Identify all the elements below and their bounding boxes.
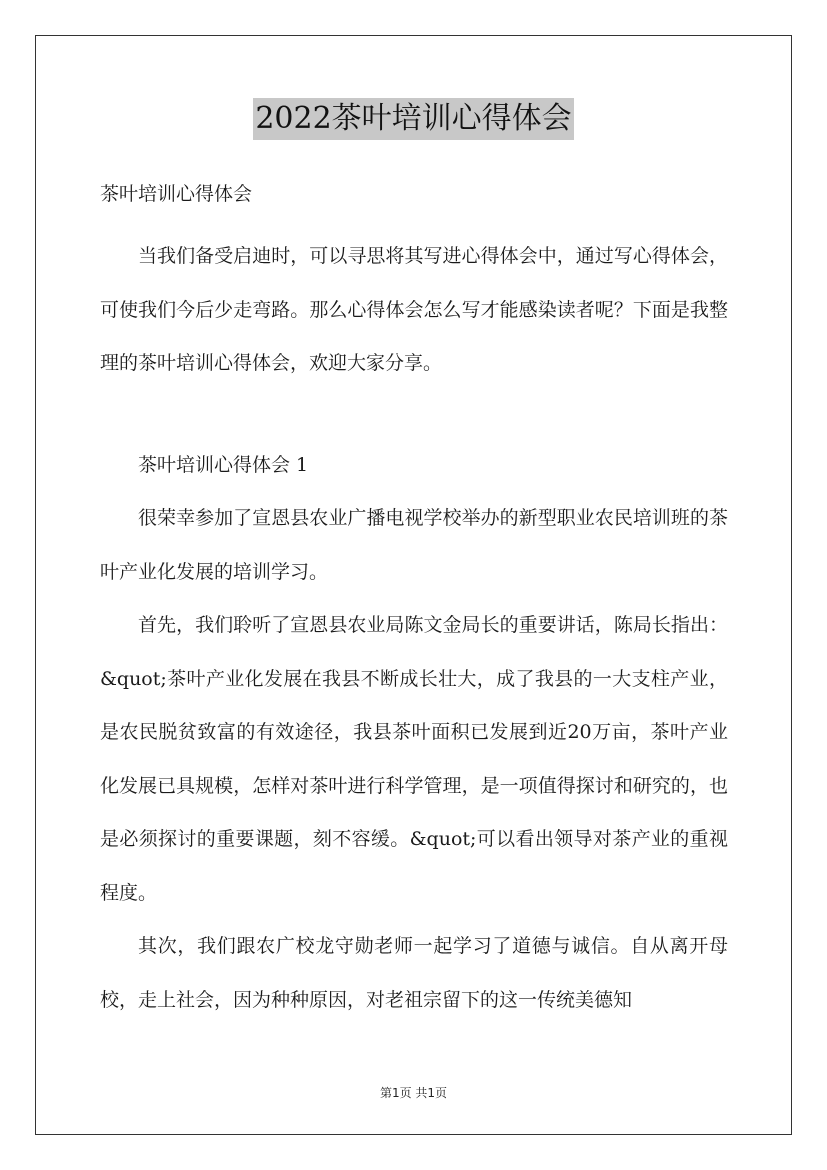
body-paragraph: 首先，我们聆听了宣恩县农业局陈文金局长的重要讲话，陈局长指出：&quot;茶叶产业化发展在我县不断成长壮大，成了我县的一大支柱产业，是农民脱贫致富的有效途径，我县茶叶面积已发展到近20万亩，茶叶产业化发展已具规模，怎样对茶叶进行科学管理，是一项值得探讨和研究的，也是必须探讨的重要课题，刻不容缓。&quot;可以看出领导对茶产业的重视程度。 <box>100 614 728 904</box>
document-body <box>100 176 728 1027</box>
intro-paragraph: 当我们备受启迪时，可以寻思将其写进心得体会中，通过写心得体会，可使我们今后少走弯路。那么心得体会怎么写才能感染读者呢？下面是我整理的茶叶培训心得体会，欢迎大家分享。 <box>100 245 728 374</box>
body-paragraph: 其次，我们跟农广校龙守勋老师一起学习了道德与诚信。自从离开母校，走上社会，因为种种原因，对老祖宗留下的这一传统美德知 <box>100 935 728 1011</box>
document-subtitle: 茶叶培训心得体会 <box>100 183 253 205</box>
title-container <box>0 98 827 140</box>
page-number-footer: 第1页 共1页 <box>379 1086 448 1100</box>
section-heading: 茶叶培训心得体会 1 <box>138 453 309 476</box>
body-paragraph: 很荣幸参加了宣恩县农业广播电视学校举办的新型职业农民培训班的茶叶产业化发展的培训学习。 <box>100 507 728 583</box>
document-title: 2022茶叶培训心得体会 <box>253 98 573 140</box>
